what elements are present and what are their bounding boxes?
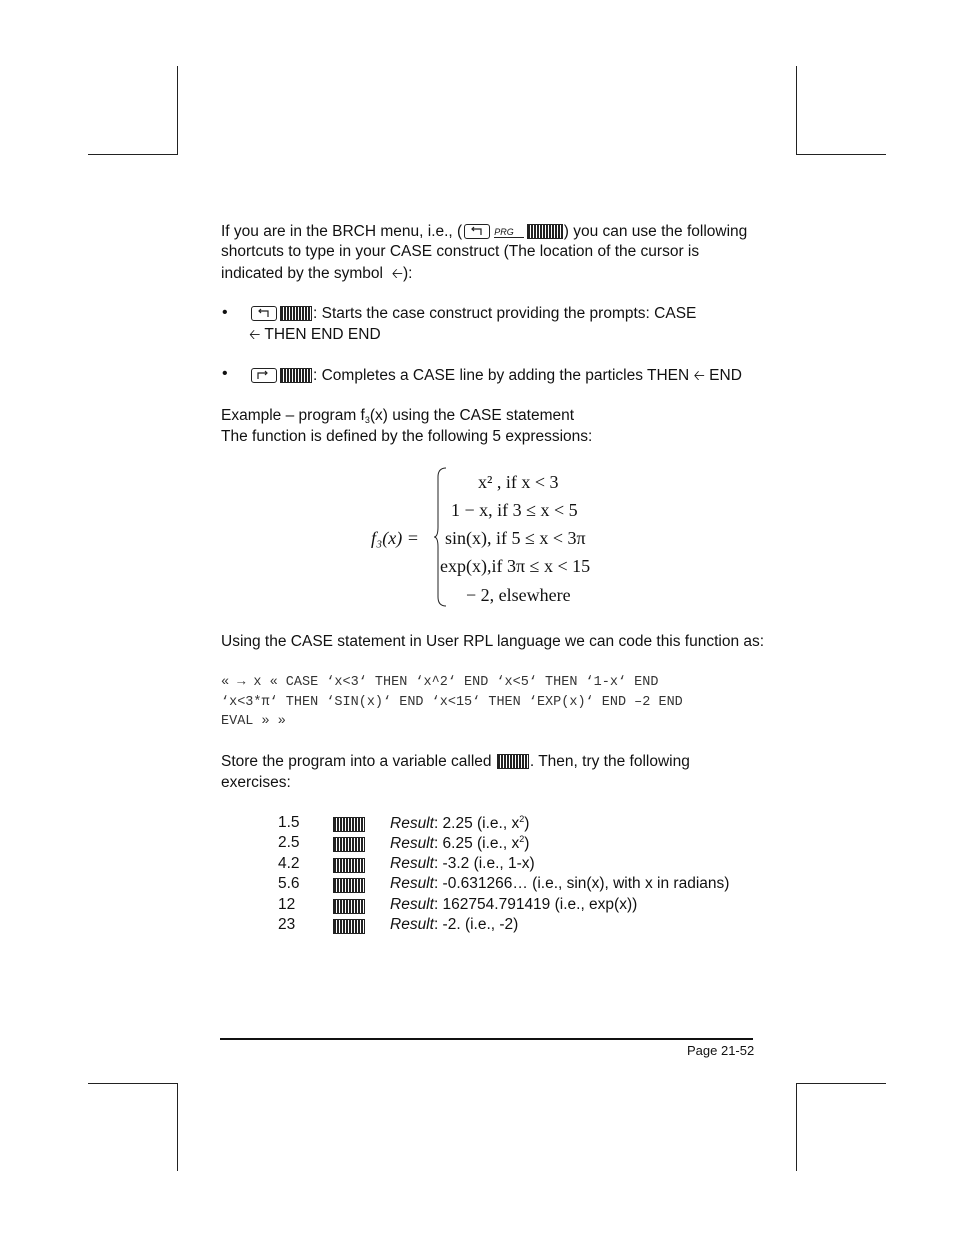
- bullet-1-line-2: 🡠 THEN END END: [249, 326, 381, 343]
- exercise-result: Result: 6.25 (i.e., $x^2$): [390, 834, 530, 852]
- left-shift-key-icon: [251, 306, 277, 321]
- code-line-1: « → x « CASE ‘x<3‘ THEN ‘x^2‘ END ‘x<5‘ THEN ‘1-x‘ END: [221, 675, 659, 690]
- exercise-result: Result: -3.2 (i.e., 1-x): [390, 855, 535, 872]
- exercise-result: Result: -0.631266… (i.e., sin(x), with x in radians): [390, 875, 730, 892]
- crop-mark-tl-h: [88, 154, 178, 155]
- exercise-row: [0, 834, 954, 854]
- right-shift-key-icon: [251, 368, 277, 383]
- bullet-2-line-1: : Completes a CASE line by adding the particles THEN 🡠 END: [249, 365, 742, 387]
- left-shift-key-icon: [464, 224, 490, 239]
- example-line-1: Example – program $f_3(x)$ using the CASE statement: [221, 407, 575, 425]
- exercise-row: [0, 814, 954, 834]
- crop-mark-bl-h: [88, 1083, 178, 1084]
- bullet-dot: •: [222, 304, 228, 321]
- f3-softkey-icon: [333, 878, 365, 893]
- formula-case-2: 1 − x, if 3 ≤ x < 5: [451, 500, 578, 520]
- store-line-1: Store the program into a variable called . Then, try the following: [221, 753, 690, 770]
- f3-softkey-icon: [333, 899, 365, 914]
- exercise-result: Result: -2. (i.e., -2): [390, 916, 519, 933]
- crop-mark-tr-v: [796, 66, 797, 154]
- case-softkey-icon: [280, 306, 312, 321]
- cursor-arrow-icon: 🡠: [693, 367, 705, 383]
- exercise-row: [0, 875, 954, 895]
- exercise-value: 1.5: [278, 814, 300, 831]
- exercise-row: [0, 916, 954, 936]
- cursor-arrow-icon: 🡠: [249, 326, 261, 342]
- page-number: Page 21-52: [687, 1043, 755, 1058]
- exercise-value: 2.5: [278, 834, 300, 851]
- case-softkey-icon: [280, 368, 312, 383]
- intro-line-3: indicated by the symbol 🡠):: [221, 265, 413, 282]
- exercise-result: Result: 162754.791419 (i.e., exp(x)): [390, 896, 638, 913]
- code-line-3: EVAL » »: [221, 714, 286, 729]
- example-line-2: The function is defined by the following 5 expressions:: [221, 428, 593, 445]
- prg-key: PRG: [494, 227, 524, 238]
- brch-softkey-icon: [527, 224, 563, 239]
- crop-mark-bl-v: [177, 1083, 178, 1171]
- crop-mark-tr-h: [796, 154, 886, 155]
- intro-line-1: If you are in the BRCH menu, i.e., ( PRG ) you can use the following: [221, 223, 748, 240]
- exercise-row: [0, 896, 954, 916]
- formula-lhs: f₃(x) =: [371, 528, 419, 548]
- store-line-2: exercises:: [221, 774, 291, 791]
- formula-case-1: x² , if x < 3: [478, 472, 559, 492]
- bullet-dot: •: [222, 365, 228, 382]
- formula-case-3: sin(x), if 5 ≤ x < 3π: [445, 528, 586, 548]
- f3-softkey-icon: [333, 858, 365, 873]
- using-text: Using the CASE statement in User RPL language we can code this function as:: [221, 633, 765, 650]
- exercise-value: 4.2: [278, 855, 300, 872]
- f3-softkey-icon: [333, 919, 365, 934]
- exercise-row: [0, 855, 954, 875]
- f3-softkey-icon: [333, 837, 365, 852]
- formula-case-5: − 2, elsewhere: [466, 585, 571, 605]
- crop-mark-tl-v: [177, 66, 178, 154]
- exercise-value: 5.6: [278, 875, 300, 892]
- f3-softkey-icon: [497, 754, 529, 769]
- exercise-result: Result: 2.25 (i.e., $x^2$): [390, 814, 530, 832]
- intro-line-2: shortcuts to type in your CASE construct (The location of the cursor is: [221, 243, 700, 260]
- crop-mark-br-h: [796, 1083, 886, 1084]
- bullet-1-line-1: : Starts the case construct providing the prompts: CASE: [249, 304, 696, 325]
- f3-softkey-icon: [333, 817, 365, 832]
- exercise-value: 23: [278, 916, 296, 933]
- footer-rule: [220, 1038, 753, 1040]
- formula-case-4: exp(x),if 3π ≤ x < 15: [440, 556, 591, 576]
- code-line-2: ‘x<3*π‘ THEN ‘SIN(x)‘ END ‘x<15‘ THEN ‘EXP(x)‘ END –2 END: [221, 695, 683, 710]
- cursor-arrow-icon: 🡠: [391, 265, 403, 281]
- exercise-value: 12: [278, 896, 296, 913]
- crop-mark-br-v: [796, 1083, 797, 1171]
